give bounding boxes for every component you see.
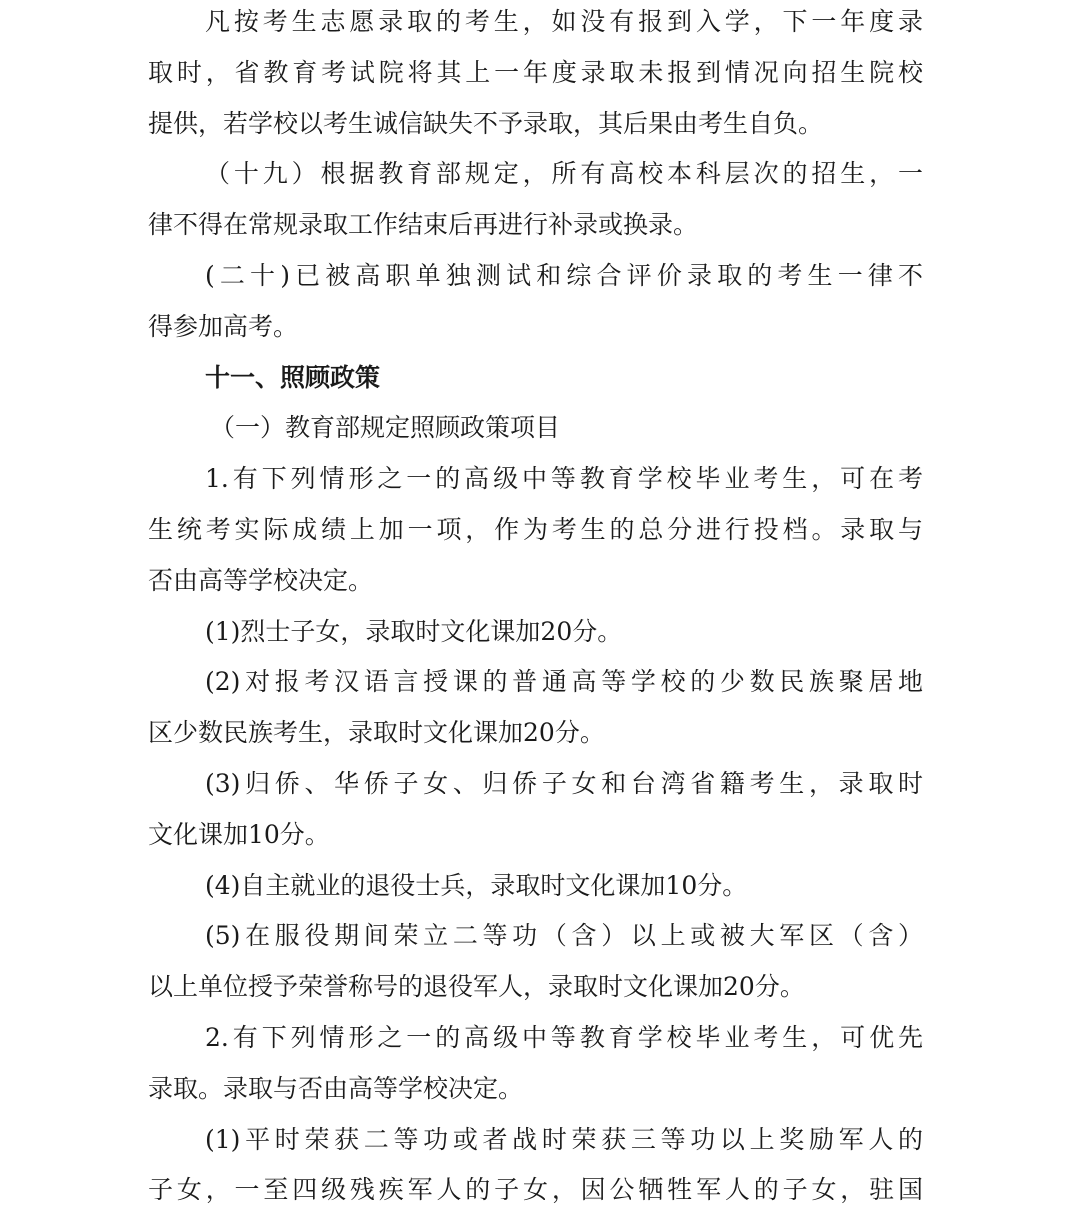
paragraph — [148, 0, 923, 149]
text-line: （一）教育部规定照顾政策项目 — [210, 413, 561, 443]
paragraph — [148, 861, 923, 912]
paragraph — [148, 1115, 923, 1217]
text-line: 凡按考生志愿录取的考生，如没有报到入学，下一年度录 — [205, 7, 923, 36]
text-line: 2.有下列情形之一的高级中等教育学校毕业考生，可优先 — [205, 1022, 923, 1052]
paragraph — [148, 454, 923, 606]
text-line: （十九）根据教育部规定，所有高校本科层次的招生，一 — [205, 159, 923, 189]
section-heading — [148, 353, 923, 404]
paragraph — [148, 911, 923, 1013]
text-line: 区少数民族考生，录取时文化课加20分。 — [148, 718, 605, 748]
text-line: 十一、照顾政策 — [205, 362, 381, 392]
subsection-heading — [148, 403, 923, 454]
text-line: (4)自主就业的退役士兵，录取时文化课加10分。 — [205, 870, 748, 900]
text-line: 文化课加10分。 — [148, 819, 330, 849]
paragraph — [148, 1013, 923, 1115]
text-line: 子女，一至四级残疾军人的子女，因公牺牲军人的子女，驻国 — [148, 1175, 923, 1205]
paragraph — [148, 759, 923, 861]
text-line: (1)平时荣获二等功或者战时荣获三等功以上奖励军人的 — [205, 1124, 923, 1154]
paragraph — [148, 251, 923, 353]
text-line: 否由高等学校决定。 — [148, 565, 374, 595]
paragraph — [148, 149, 923, 251]
text-line: (5)在服役期间荣立二等功（含）以上或被大军区（含） — [205, 921, 923, 951]
paragraph — [148, 657, 923, 759]
text-line: 得参加高考。 — [148, 311, 299, 341]
text-line: (1)烈士子女，录取时文化课加20分。 — [205, 616, 623, 646]
text-line: 1.有下列情形之一的高级中等教育学校毕业考生，可在考 — [205, 464, 923, 494]
paragraph — [148, 607, 923, 658]
text-line: (二十)已被高职单独测试和综合评价录取的考生一律不 — [205, 260, 923, 290]
text-line: 生统考实际成绩上加一项，作为考生的总分进行投档。录取与 — [148, 514, 923, 544]
text-line: 取时，省教育考试院将其上一年度录取未报到情况向招生院校 — [148, 57, 923, 87]
text-line: (3)归侨、华侨子女、归侨子女和台湾省籍考生，录取时 — [205, 768, 923, 798]
text-line: (2)对报考汉语言授课的普通高等学校的少数民族聚居地 — [205, 667, 923, 697]
text-line: 律不得在常规录取工作结束后再进行补录或换录。 — [148, 210, 699, 240]
text-line: 录取。录取与否由高等学校决定。 — [148, 1073, 524, 1103]
text-line: 以上单位授予荣誉称号的退役军人，录取时文化课加20分。 — [148, 972, 805, 1002]
text-line: 提供，若学校以考生诚信缺失不予录取，其后果由考生自负。 — [148, 108, 824, 138]
document-body — [148, 0, 923, 1216]
